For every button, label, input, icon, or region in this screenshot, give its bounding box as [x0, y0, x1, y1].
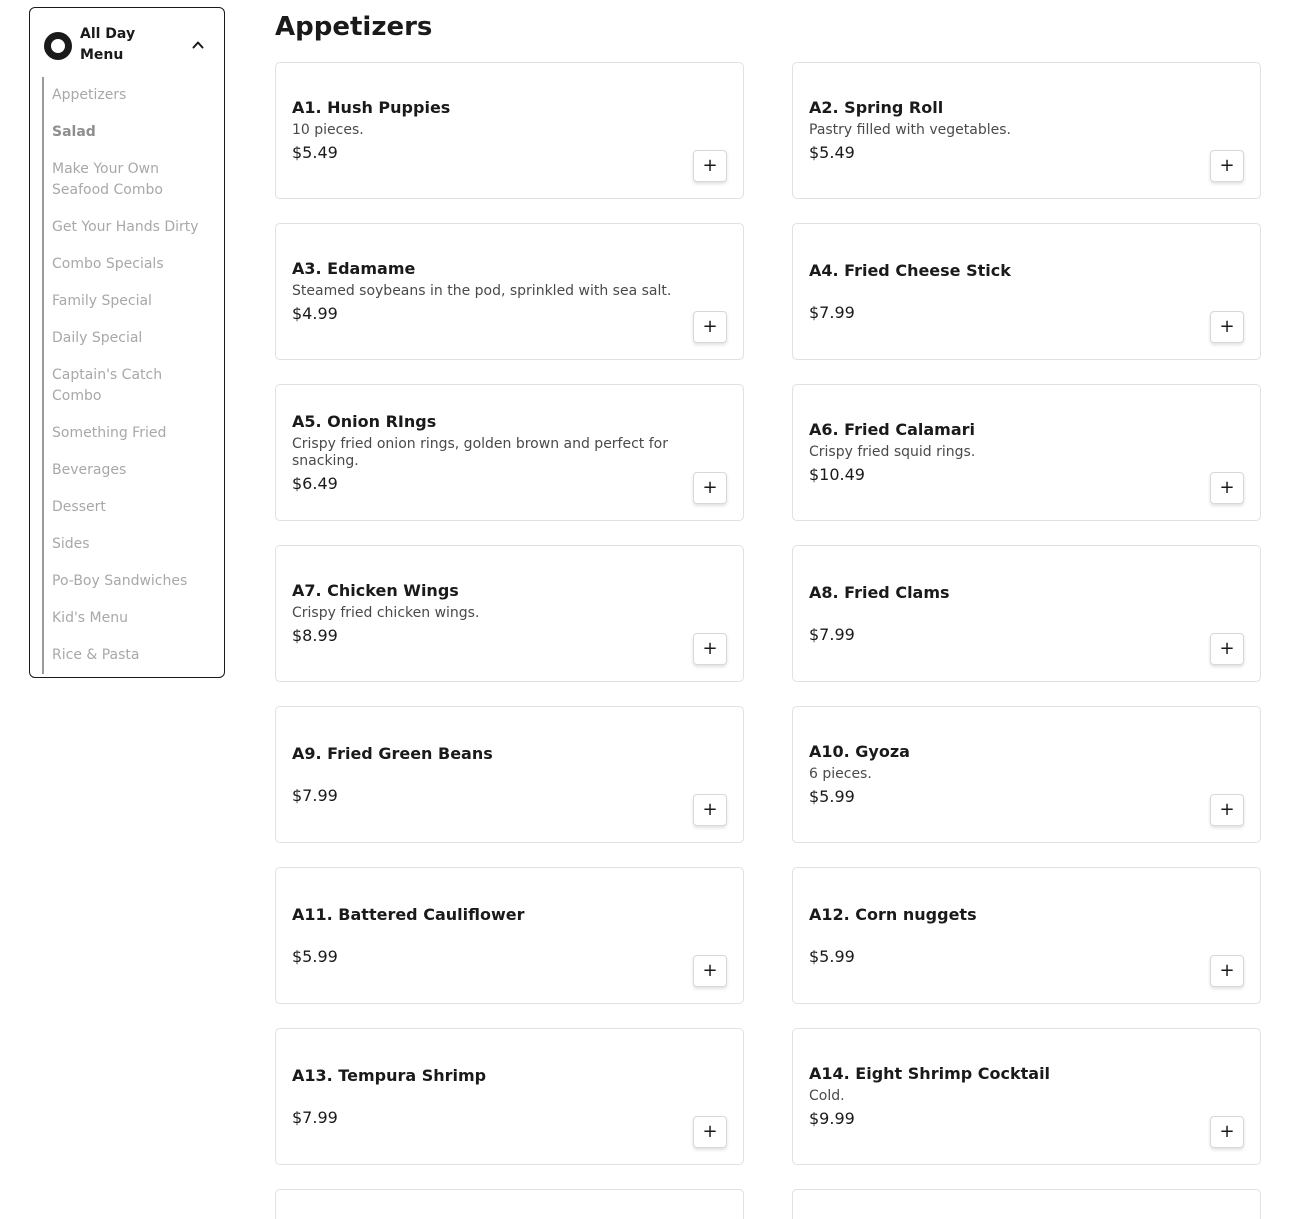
item-name: A8. Fried Clams	[809, 582, 950, 602]
menu-item-card[interactable]	[275, 706, 744, 843]
menu-item-card[interactable]	[792, 384, 1261, 521]
menu-item-card[interactable]	[275, 384, 744, 521]
item-price: $9.99	[809, 1109, 855, 1128]
item-name: A3. Edamame	[292, 259, 416, 278]
item-name: A9. Fried Green Beans	[292, 743, 493, 763]
item-description: Steamed soybeans in the pod, sprinkled with sea salt.	[292, 283, 672, 299]
sidebar-item-combo-specials[interactable]: Combo Specials	[52, 256, 164, 272]
add-to-cart-button[interactable]: +	[1210, 633, 1244, 665]
item-description: Cold.	[809, 1088, 845, 1104]
add-to-cart-button[interactable]: +	[1210, 1116, 1244, 1148]
item-name: A2. Spring Roll	[809, 98, 944, 117]
item-description: Pastry filled with vegetables.	[809, 122, 1011, 138]
add-to-cart-button[interactable]: +	[693, 150, 727, 182]
add-to-cart-button[interactable]: +	[693, 794, 727, 826]
add-to-cart-button[interactable]: +	[693, 472, 727, 504]
sidebar-item-appetizers[interactable]: Appetizers	[52, 87, 127, 103]
add-to-cart-button[interactable]: +	[1210, 794, 1244, 826]
menu-item-card[interactable]	[275, 62, 744, 199]
item-price: $5.99	[292, 946, 338, 966]
item-price: $10.49	[809, 465, 865, 484]
item-name: A7. Chicken Wings	[292, 581, 459, 600]
item-name: A6. Fried Calamari	[809, 420, 975, 439]
sidebar-item-family-special[interactable]: Family Special	[52, 293, 152, 309]
ring-icon	[44, 32, 72, 60]
item-price: $5.49	[809, 143, 855, 162]
menu-item-card[interactable]	[792, 1189, 1261, 1219]
menu-item-card[interactable]	[275, 867, 744, 1004]
menu-item-card[interactable]	[275, 545, 744, 682]
add-to-cart-button[interactable]: +	[693, 955, 727, 987]
item-price: $7.99	[292, 1107, 338, 1127]
menu-item-card[interactable]	[275, 1189, 744, 1219]
menu-title: All Day Menu	[80, 26, 136, 63]
menu-item-card[interactable]	[275, 223, 744, 360]
item-price: $5.99	[809, 946, 855, 966]
item-name: A11. Battered Cauliflower	[292, 904, 525, 924]
item-name: A4. Fried Cheese Stick	[809, 260, 1011, 280]
menu-item-card[interactable]	[275, 1028, 744, 1165]
item-price: $6.49	[292, 473, 338, 493]
add-to-cart-button[interactable]: +	[1210, 150, 1244, 182]
sidebar-item-something-fried[interactable]: Something Fried	[52, 425, 167, 441]
chevron-up-icon[interactable]	[192, 39, 204, 51]
sidebar-item-dessert[interactable]: Dessert	[52, 499, 106, 515]
sidebar-item-get-your-hands-dirty[interactable]: Get Your Hands Dirty	[52, 219, 199, 235]
add-to-cart-button[interactable]: +	[1210, 472, 1244, 504]
add-to-cart-button[interactable]: +	[693, 311, 727, 343]
menu-item-card[interactable]	[792, 706, 1261, 843]
item-description: Crispy fried squid rings.	[809, 444, 976, 460]
sidebar-item-beverages[interactable]: Beverages	[52, 462, 127, 478]
item-description	[809, 285, 1190, 299]
item-name: A1. Hush Puppies	[292, 98, 451, 117]
add-to-cart-button[interactable]: +	[1210, 311, 1244, 343]
item-description: Crispy fried chicken wings.	[292, 605, 480, 621]
menu-selector-header[interactable]	[44, 22, 212, 70]
item-name: A14. Eight Shrimp Cocktail	[809, 1064, 1051, 1083]
sidebar-item-po-boy-sandwiches[interactable]: Po-Boy Sandwiches	[52, 573, 188, 589]
category-list	[42, 77, 214, 674]
item-description	[292, 1090, 673, 1104]
sidebar-item-daily-special[interactable]: Daily Special	[52, 330, 143, 346]
menu-item-card[interactable]	[792, 223, 1261, 360]
sidebar-item-kids-menu[interactable]: Kid's Menu	[52, 610, 128, 626]
sidebar-item-sides[interactable]: Sides	[52, 536, 90, 552]
menu-item-card[interactable]	[792, 545, 1261, 682]
sidebar-item-rice-and-pasta[interactable]: Rice & Pasta	[52, 647, 140, 663]
section-title: Appetizers	[275, 12, 433, 42]
item-description	[292, 929, 673, 943]
item-price: $5.49	[292, 143, 338, 162]
sidebar-item-make-your-own-seafood-combo[interactable]: Make Your Own Seafood Combo	[52, 161, 163, 198]
item-name: A13. Tempura Shrimp	[292, 1065, 487, 1085]
item-name: A10. Gyoza	[809, 742, 910, 761]
add-to-cart-button[interactable]: +	[1210, 955, 1244, 987]
sidebar-item-salad[interactable]: Salad	[52, 124, 96, 140]
menu-item-card[interactable]	[792, 62, 1261, 199]
item-price: $8.99	[292, 626, 338, 645]
category-sidebar	[29, 7, 225, 678]
item-name: A12. Corn nuggets	[809, 904, 977, 924]
item-description: Crispy fried onion rings, golden brown and perfect for snacking.	[292, 435, 668, 469]
item-description	[809, 929, 1190, 943]
item-description	[292, 768, 673, 782]
item-price: $7.99	[809, 302, 855, 322]
item-name: A5. Onion RIngs	[292, 411, 437, 431]
item-price: $4.99	[292, 304, 338, 323]
menu-item-card[interactable]	[792, 1028, 1261, 1165]
item-price: $5.99	[809, 787, 855, 806]
item-description: 10 pieces.	[292, 122, 364, 138]
menu-item-card[interactable]	[792, 867, 1261, 1004]
sidebar-item-captains-catch-combo[interactable]: Captain's Catch Combo	[52, 367, 163, 404]
item-description	[809, 607, 1190, 621]
item-price: $7.99	[292, 785, 338, 805]
add-to-cart-button[interactable]: +	[693, 1116, 727, 1148]
item-price: $7.99	[809, 624, 855, 644]
item-description: 6 pieces.	[809, 766, 872, 782]
add-to-cart-button[interactable]: +	[693, 633, 727, 665]
